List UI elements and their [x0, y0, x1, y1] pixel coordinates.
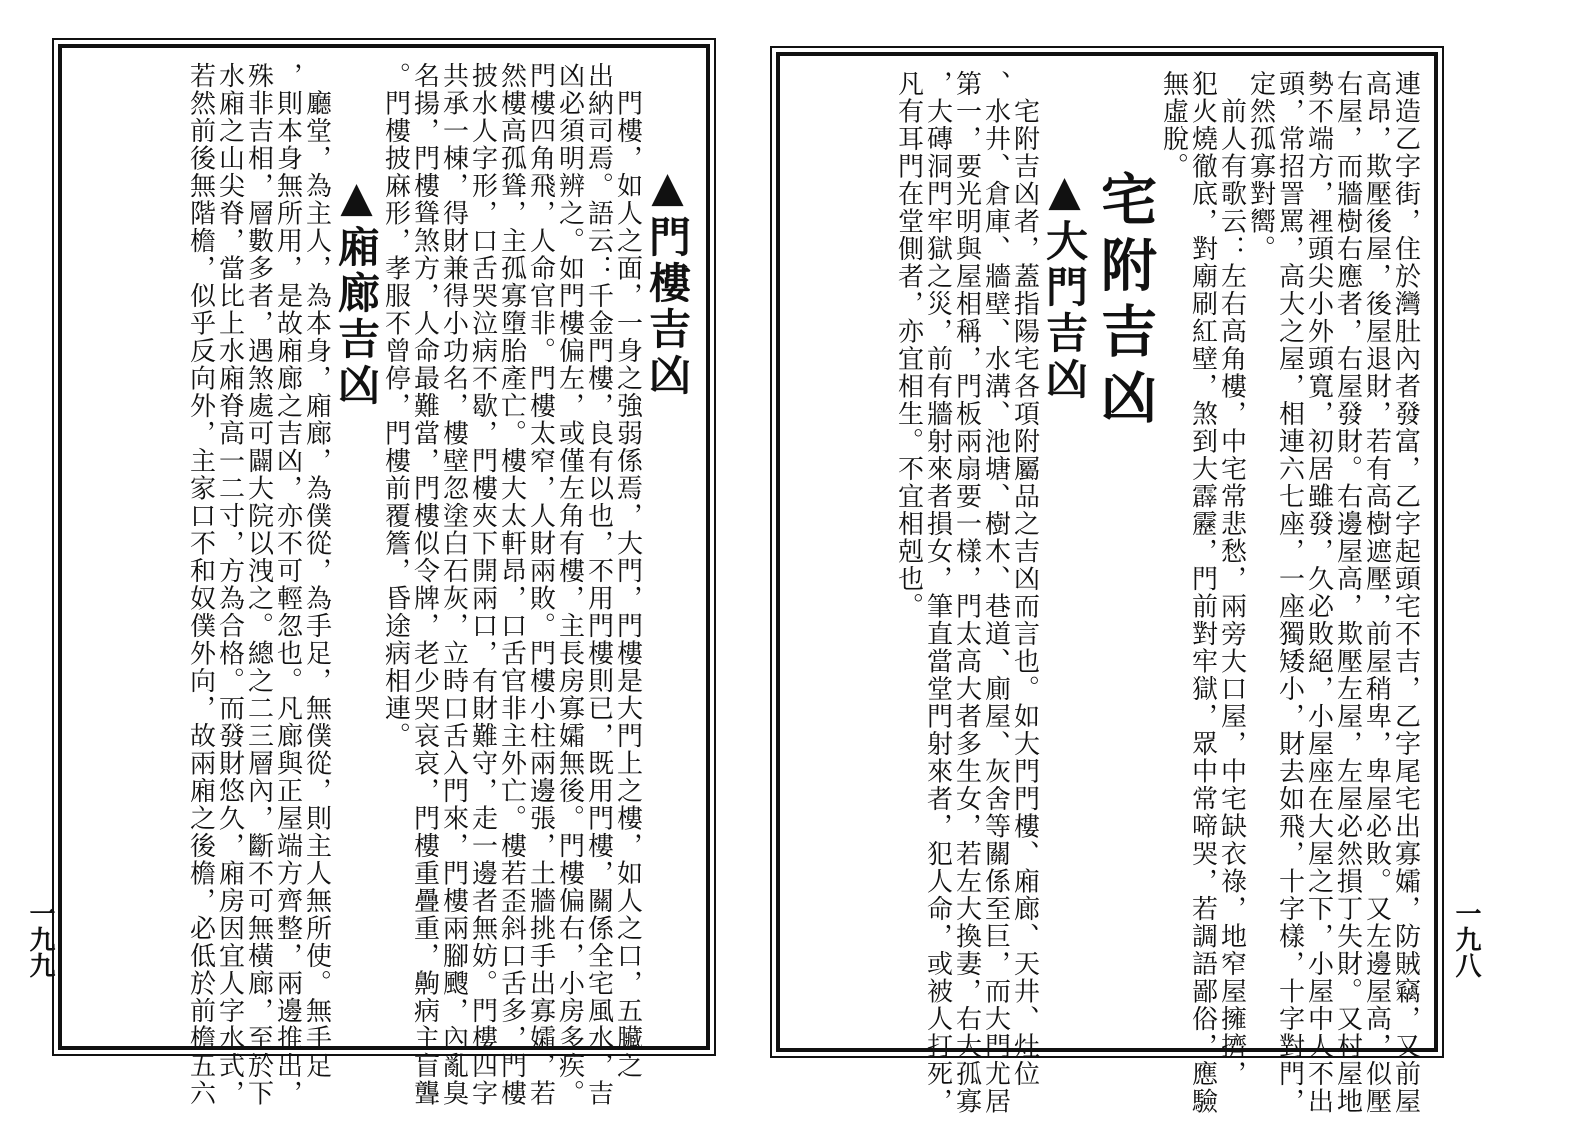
text-line: 勢不端方，裡頭尖小外頭寬，初居雖發，久必敗絕，小屋座在大屋之下，小屋中人不出 — [1303, 70, 1334, 1115]
text-column — [1390, 70, 1421, 1115]
chapter-title-column — [1089, 70, 1159, 1034]
text-column — [214, 62, 245, 1107]
text-column — [1361, 70, 1392, 1115]
text-line: 凶必須明辨之。如門樓偏左，或僅左角有樓，主長房寡孀無後。門樓偏右，小房多疾。 — [554, 62, 585, 1107]
page-number: 一九八 — [1451, 900, 1481, 978]
text-line: 披水人字形，口舌哭泣病不歇，門樓夾下開兩口，有財難守，走一邊者無妨。門樓四字 — [467, 62, 498, 1107]
section-title-text: 廂廊吉凶 — [332, 225, 381, 409]
text-column — [922, 70, 953, 1115]
section-title — [1040, 166, 1089, 403]
text-column — [1187, 70, 1218, 1115]
text-line: 、水井、倉庫、牆壁、水溝、池塘、樹木、巷道、廁屋、灰舍等關係至巨，而大門尤居 — [980, 70, 1011, 1115]
text-column — [381, 62, 410, 1032]
page-199-columns — [185, 62, 692, 1107]
text-column — [1159, 70, 1188, 1034]
section-title-column — [642, 62, 692, 1032]
page-198-columns — [893, 70, 1421, 1115]
section-title-column — [1039, 70, 1089, 1034]
section-title-text: 大門吉凶 — [1040, 219, 1089, 403]
text-column — [951, 70, 982, 1115]
text-line: 凡有耳門在堂側者，亦宜相生。不宜相剋也。 — [893, 70, 924, 620]
text-column — [243, 62, 274, 1107]
text-column — [612, 62, 643, 1080]
text-line: 門樓四角飛，人命官非。門樓太窄，人財兩敗。門樓小柱兩邊張，土牆挑手出寡孀，若 — [525, 62, 556, 1107]
text-line: 若然前後無階檐，似乎反向外，主家口不和奴僕外向，故兩廂之後檐，必低於前檐五六 — [185, 62, 216, 1107]
text-line: 第一，要光明與屋相稱，門板兩扇要一樣，門太高大者多生女，若左大換妻，右大孤寡 — [951, 70, 982, 1115]
text-line: 前人有歌云：左右高角樓，中宅常悲愁，兩旁大口屋，中宅缺衣祿，地窄屋擁擠， — [1216, 70, 1247, 1088]
text-line: 高昂，欺壓後屋，後屋退財，若有高樹遮壓，前屋稍卑，卑屋必敗。又左邊屋高，似壓 — [1361, 70, 1392, 1115]
text-column — [1274, 70, 1305, 1115]
text-column — [409, 62, 440, 1107]
text-column — [1009, 70, 1040, 1088]
text-column — [1332, 70, 1363, 1115]
text-column — [1216, 70, 1247, 1088]
text-column — [467, 62, 498, 1107]
text-line: 共承一棟，得財兼得小功名，樓壁忽塗白石灰，立時口舌入門來，門樓兩腳颼，內亂臭 — [438, 62, 469, 1107]
text-line: 頭，常招詈罵，高大之屋，相連六七座，一座獨矮小，財去如飛，十字樣，十字對門， — [1274, 70, 1305, 1115]
text-column — [554, 62, 585, 1107]
section-title — [332, 172, 381, 409]
chapter-title: 宅附吉凶 — [1092, 170, 1157, 434]
text-line: 廳堂，為主人，為本身，廂廊，為僕從，為手足，無僕從，則主人無所使。無手足 — [301, 62, 332, 1080]
text-line: 然樓高孤聳，主孤寡墮胎產亡。樓大太軒昂，口舌官非主外亡。樓若歪斜口舌多，門樓 — [496, 62, 527, 1107]
text-column — [301, 62, 332, 1080]
text-line: 犯火燒徹底，對廟刷紅壁，煞到大霹靂，門前對牢獄，眾中常啼哭，若調語鄙俗，應驗 — [1187, 70, 1218, 1115]
text-line: 無虛脫。 — [1158, 70, 1189, 180]
text-column — [894, 70, 923, 1034]
text-line: 右屋，而牆樹右應者，右屋發財。右邊屋高，欺壓左屋，左屋必然損丁失財。又村屋地 — [1332, 70, 1363, 1115]
page-number: 一九九 — [25, 900, 55, 978]
text-column — [1246, 70, 1275, 1034]
triangle-marker-icon: ▲ — [1040, 166, 1089, 219]
text-line: 定然孤寡對嚮。 — [1245, 70, 1276, 263]
text-line: 名揚，門樓聳煞方，人命最難當，門樓似令牌，老少哭哀哀，門樓重疊重，齁病主盲聾 — [409, 62, 440, 1107]
triangle-marker-icon: ▲ — [643, 162, 692, 215]
page-199 — [58, 44, 710, 1107]
text-line: ，大磚洞門牢獄之災，前有牆射來者損女，筆直當堂門射來者，犯人命，或被人打死， — [922, 70, 953, 1115]
text-column — [272, 62, 303, 1107]
text-line: 出納司焉。語云：千金門樓，良有以也，不用門樓則已，既用門樓，關係全宅風水，吉 — [583, 62, 614, 1107]
section-title — [643, 162, 692, 399]
text-column — [1303, 70, 1334, 1115]
section-title-column — [331, 62, 381, 1032]
text-line: 連造乙字街，住於灣肚內者發富，乙字起頭宅不吉，乙字尾宅出寡孀，防賊竊，又前屋 — [1390, 70, 1421, 1115]
text-column — [496, 62, 527, 1107]
page-198 — [776, 52, 1438, 1115]
text-line: 。門樓披麻形，孝服不曾停，門樓前覆簷，昏途病相連。 — [380, 62, 411, 750]
text-column — [525, 62, 556, 1107]
text-column — [438, 62, 469, 1107]
text-column — [583, 62, 614, 1107]
section-title-text: 門樓吉凶 — [643, 215, 692, 399]
text-line: 殊非吉相，層數多者，遇煞處可闢大院以洩之。總之二三層內，斷不可無橫廊，至於下 — [243, 62, 274, 1107]
triangle-marker-icon: ▲ — [332, 172, 381, 225]
text-line: ，則本身無所用，是故廂廊之吉凶，亦不可輕忽也。凡廊與正屋端方齊整，兩邊推出， — [272, 62, 303, 1107]
text-column — [185, 62, 216, 1107]
text-column — [980, 70, 1011, 1115]
text-line: 宅附吉凶者，蓋指陽宅各項附屬品之吉凶而言也。如大門門樓、廂廊、天井、灶位 — [1009, 70, 1040, 1088]
text-line: 水廂之山尖脊，當比上水廂脊高一二寸，方為合格。而發財悠久，廂房因宜人字水式， — [214, 62, 245, 1107]
text-line: 門樓，如人之面，一身之強弱係焉，大門，門樓是大門上之樓，如人之口，五臟之 — [612, 62, 643, 1080]
